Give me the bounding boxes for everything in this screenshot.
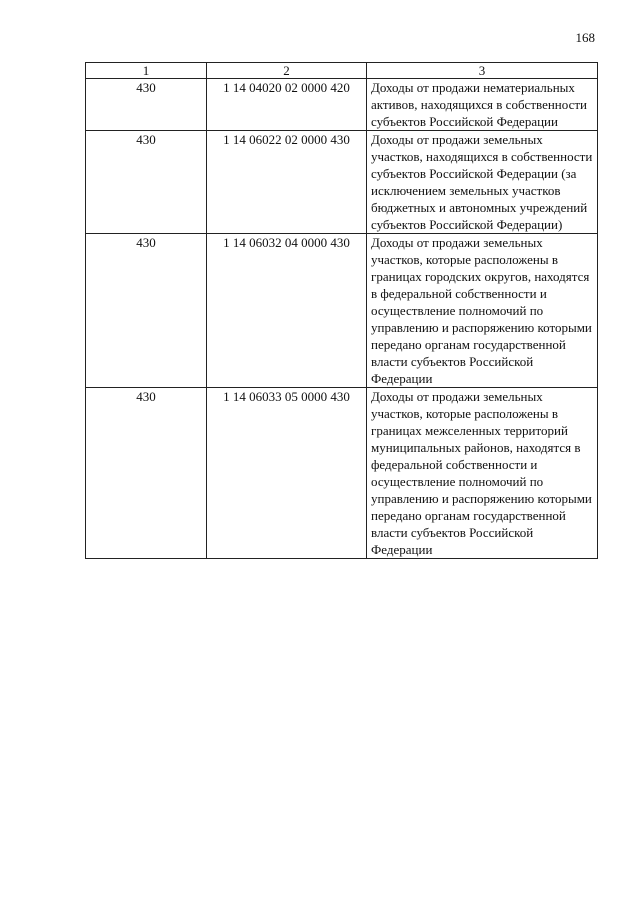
table-row bbox=[86, 79, 598, 131]
budget-classification-code-cell: 1 14 04020 02 0000 420 bbox=[207, 79, 367, 131]
revenue-name-cell: Доходы от продажи земельных участков, которые расположены в границах городских округов, находятся в федеральной собственности и осуществление полномочий по управлению и распоряжению которыми передано органам государственной власти субъектов Российской Федерации bbox=[367, 234, 598, 388]
revenue-codes-table bbox=[85, 62, 598, 559]
revenue-name-cell: Доходы от продажи земельных участков, которые расположены в границах межселенных территорий муниципальных районов, находятся в федеральной собственности и осуществление полномочий по управлению и распоряжению которыми передано органам государственной власти субъектов Российской Федерации bbox=[367, 388, 598, 559]
page-number: 168 bbox=[575, 30, 595, 45]
admin-code-cell: 430 bbox=[86, 388, 207, 559]
table-row bbox=[86, 234, 598, 388]
column-number-3: 3 bbox=[367, 63, 598, 79]
budget-classification-code-cell: 1 14 06032 04 0000 430 bbox=[207, 234, 367, 388]
table-header-row bbox=[86, 63, 598, 79]
admin-code-cell: 430 bbox=[86, 79, 207, 131]
revenue-name-cell: Доходы от продажи нематериальных активов, находящихся в собственности субъектов Российской Федерации bbox=[367, 79, 598, 131]
admin-code-cell: 430 bbox=[86, 234, 207, 388]
table-row bbox=[86, 388, 598, 559]
budget-classification-code-cell: 1 14 06022 02 0000 430 bbox=[207, 131, 367, 234]
table-row bbox=[86, 131, 598, 234]
column-number-2: 2 bbox=[207, 63, 367, 79]
revenue-name-cell: Доходы от продажи земельных участков, находящихся в собственности субъектов Российской Федерации (за исключением земельных участков бюджетных и автономных учреждений субъектов Российской Федерации) bbox=[367, 131, 598, 234]
budget-classification-code-cell: 1 14 06033 05 0000 430 bbox=[207, 388, 367, 559]
admin-code-cell: 430 bbox=[86, 131, 207, 234]
column-number-1: 1 bbox=[86, 63, 207, 79]
